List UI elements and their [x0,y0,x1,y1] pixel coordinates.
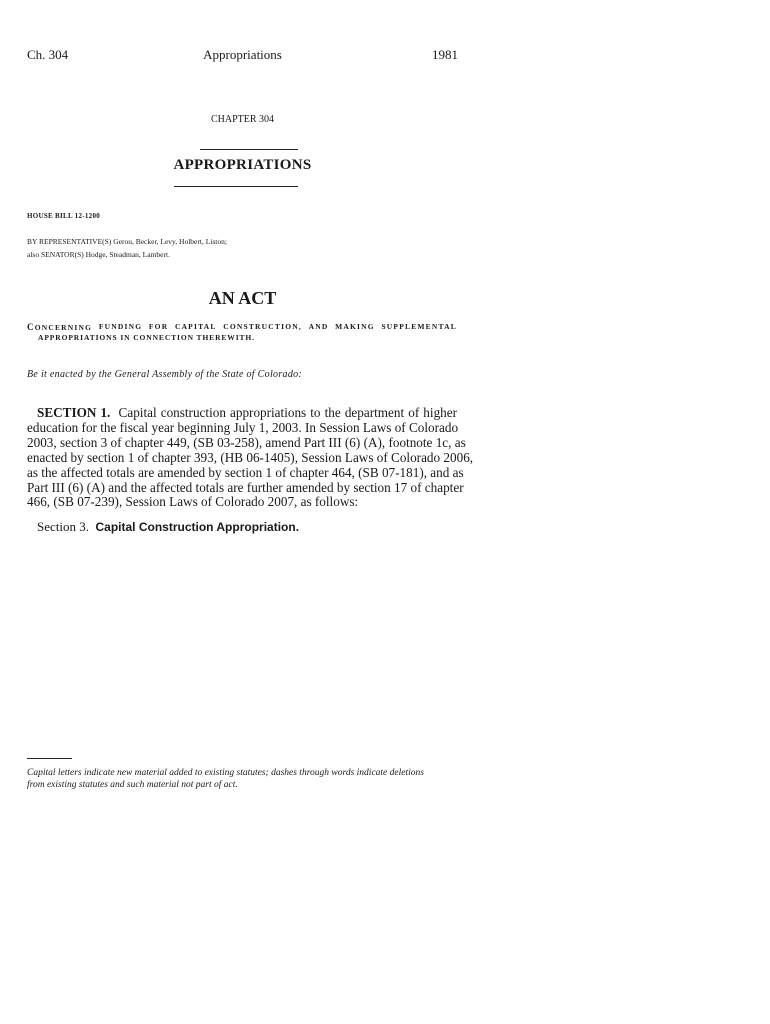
act-subject-word: FUNDING [98,322,143,331]
bill-number: HOUSE BILL 12-1200 [27,212,101,220]
act-subject-line-1 [27,322,457,332]
section-1-heading: SECTION 1. [37,405,111,420]
section-1-line: Part III (6) (A) and the affected totals are further amended by section 17 of chapter [27,479,464,495]
section-1-text: Capital construction appropriations to the department of higher [118,405,457,420]
act-title: AN ACT [208,288,277,308]
footnote-line-1: Capital letters indicate new material added to existing statutes; dashes through words indicate deletions [27,768,424,778]
act-subject-line-2: APPROPRIATIONS IN CONNECTION THEREWITH. [38,333,255,342]
section-1-paragraph [27,405,474,510]
act-subject-word: SUPPLEMENTAL [381,322,457,331]
divider-bottom [174,186,298,187]
section-3-title: Capital Construction Appropriation. [95,520,300,534]
act-subject-word: AND [308,322,329,331]
sponsors-representatives: BY REPRESENTATIVE(S) Gerou, Becker, Levy, Holbert, Liston; [27,237,227,246]
footnote-divider [27,758,72,759]
divider-top [200,149,298,150]
act-subject-word: CAPITAL [174,322,217,331]
act-subject-word: CONCERNING [27,322,93,332]
page-number: 1981 [432,47,458,62]
section-1-line: education for the fiscal year beginning July 1, 2003. In Session Laws of Colorado [27,419,459,435]
act-subject-word: FOR [148,322,169,331]
section-1-line: 466, (SB 07-239), Session Laws of Colorado 2007, as follows: [27,494,359,510]
act-subject-word: CONSTRUCTION, [223,322,302,331]
running-header-topic: Appropriations [203,47,282,62]
act-subject-word: MAKING [335,322,375,331]
section-1-line: enacted by section 1 of chapter 393, (HB 06-1405), Session Laws of Colorado 2006, [27,449,474,465]
section-1-line: 2003, section 3 of chapter 449, (SB 03-258), amend Part III (6) (A), footnote 1c, as [27,434,466,450]
chapter-label: CHAPTER 304 [210,114,275,125]
section-3-prefix: Section 3. [37,519,89,534]
enacting-clause: Be it enacted by the General Assembly of the State of Colorado: [27,369,303,380]
chapter-title: APPROPRIATIONS [173,157,312,173]
footnote-line-2: from existing statutes and such material not part of act. [27,780,238,790]
section-3-heading [37,519,299,535]
running-header-chapter: Ch. 304 [27,47,69,62]
section-1-line [27,406,457,421]
sponsors-senators: also SENATOR(S) Hodge, Steadman, Lambert. [27,250,170,259]
section-1-line: as the affected totals are amended by section 1 of chapter 464, (SB 07-181), and as [27,464,464,480]
